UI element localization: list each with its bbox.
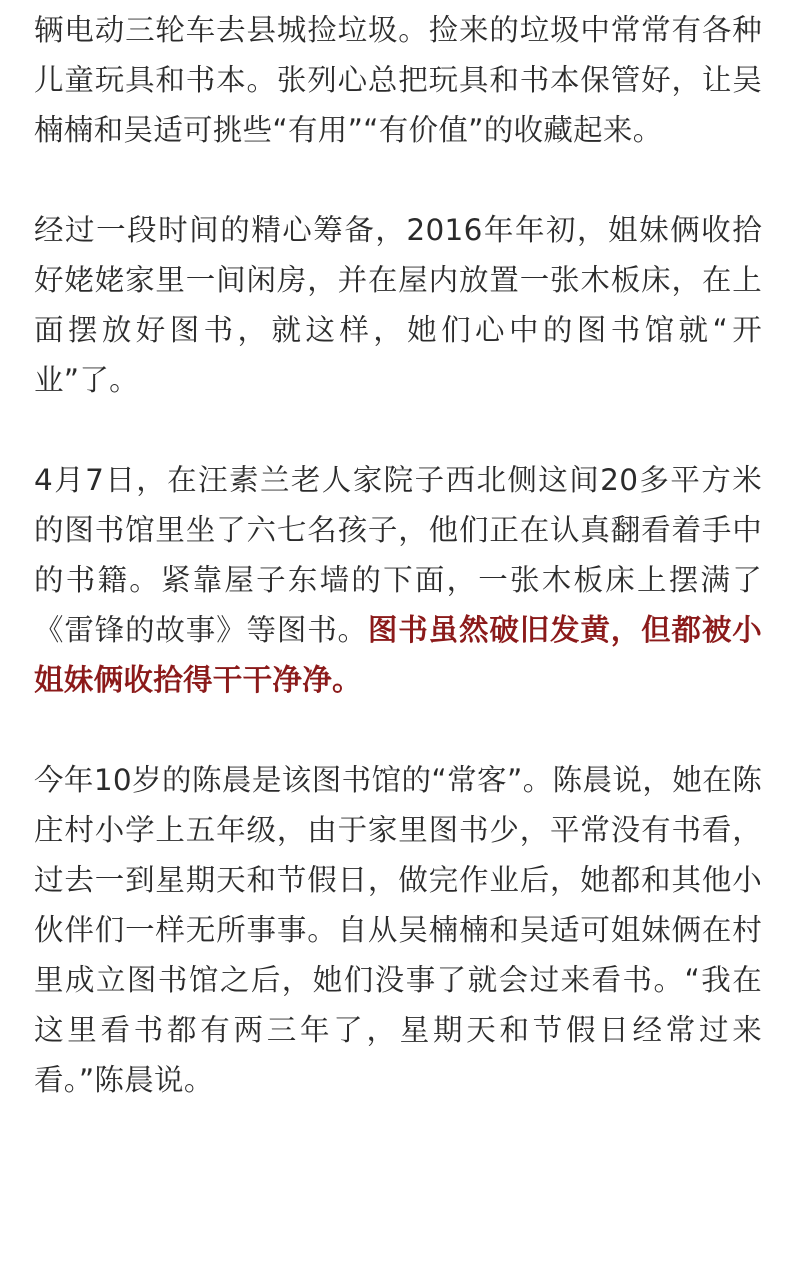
paragraph-3 [34,455,762,705]
paragraph-1: 辆电动三轮车去县城捡垃圾。捡来的垃圾中常常有各种儿童玩具和书本。张列心总把玩具和书本保管好，让吴楠楠和吴适可挑些“有用”“有价值”的收藏起来。 [34,13,762,147]
paragraph-3-text: 4月7日，在汪素兰老人家院子西北侧这间20多平方米的图书馆里坐了六七名孩子，他们正在认真翻看着手中的书籍。紧靠屋子东墙的下面，一张木板床上摆满了《雷锋的故事》等图书。 [34,463,762,647]
highlighted-sentence: 图书虽然破旧发黄，但都被小姐妹俩收拾得干干净净。 [34,613,762,697]
paragraph-2: 经过一段时间的精心筹备，2016年年初，姐妹俩收拾好姥姥家里一间闲房，并在屋内放置一张木板床，在上面摆放好图书，就这样，她们心中的图书馆就“开业”了。 [34,213,762,397]
article-body [34,5,762,1105]
paragraph-4: 今年10岁的陈晨是该图书馆的“常客”。陈晨说，她在陈庄村小学上五年级，由于家里图书少，平常没有书看，过去一到星期天和节假日，做完作业后，她都和其他小伙伴们一样无所事事。自从吴楠楠和吴适可姐妹俩在村里成立图书馆之后，她们没事了就会过来看书。“我在这里看书都有两三年了，星期天和节假日经常过来看。”陈晨说。 [34,763,762,1097]
